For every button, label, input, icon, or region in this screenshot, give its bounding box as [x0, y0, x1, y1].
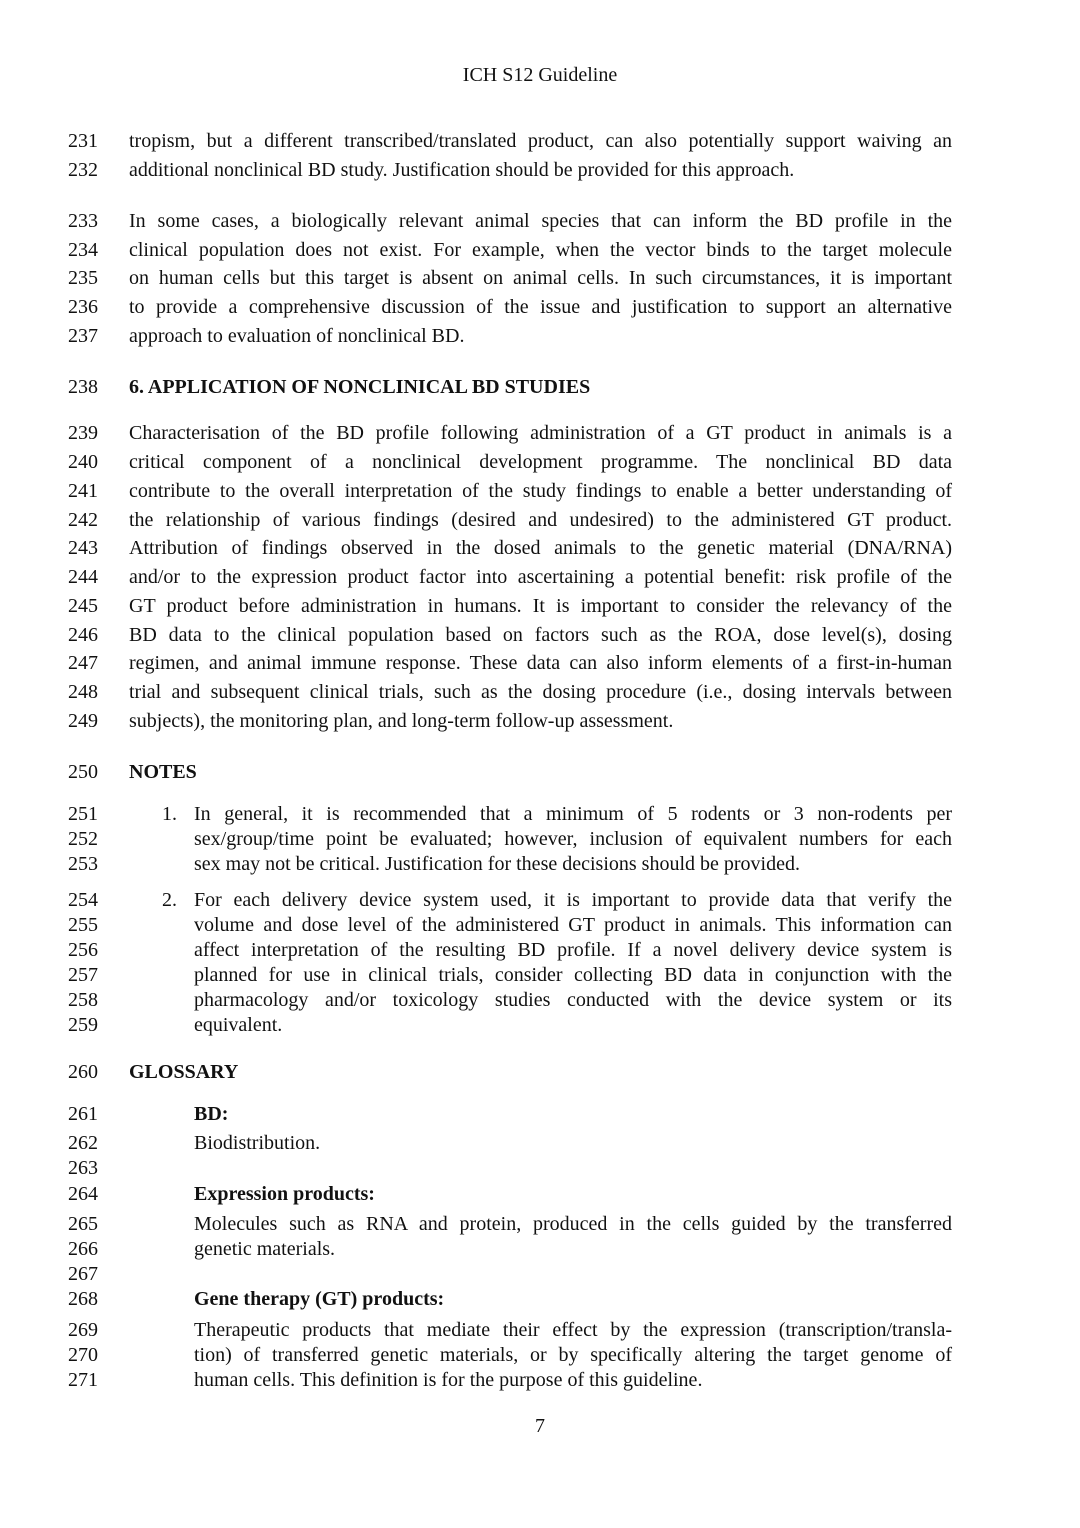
line-text: Biodistribution.: [194, 1132, 321, 1154]
line-number: 264: [68, 1183, 98, 1205]
line-number: 243: [68, 537, 98, 559]
line-text: tion) of transferred genetic materials, or by specifically altering the target genome of: [194, 1344, 952, 1366]
line-number: 240: [68, 451, 98, 473]
line-number: 245: [68, 595, 98, 617]
line-text: 1.: [162, 803, 177, 825]
line-number: 237: [68, 325, 98, 347]
line-number: 270: [68, 1344, 98, 1366]
line-text: sex/group/time point be evaluated; however, inclusion of equivalent numbers for each: [194, 828, 952, 850]
line-number: 244: [68, 566, 98, 588]
line-text: planned for use in clinical trials, consider collecting BD data in conjunction with the: [194, 964, 952, 986]
line-text: additional nonclinical BD study. Justification should be provided for this approach.: [129, 159, 795, 181]
line-text: Characterisation of the BD profile following administration of a GT product in animals is a: [129, 422, 952, 444]
line-text: For each delivery device system used, it is important to provide data that verify the: [194, 889, 952, 911]
line-number: 263: [68, 1157, 98, 1179]
line-text: affect interpretation of the resulting BD profile. If a novel delivery device system is: [194, 939, 952, 961]
line-text: genetic materials.: [194, 1238, 336, 1260]
line-text: on human cells but this target is absent on animal cells. In such circumstances, it is important: [129, 267, 952, 289]
line-number: 248: [68, 681, 98, 703]
line-number: 239: [68, 422, 98, 444]
line-text: Molecules such as RNA and protein, produced in the cells guided by the transferred: [194, 1213, 952, 1235]
line-number: 253: [68, 853, 98, 875]
line-number: 238: [68, 376, 98, 398]
line-text: sex may not be critical. Justification for these decisions should be provided.: [194, 853, 800, 875]
section-heading: 6. APPLICATION OF NONCLINICAL BD STUDIES: [129, 376, 591, 398]
line-number: 262: [68, 1132, 98, 1154]
line-text: contribute to the overall interpretation of the study findings to enable a better understanding of: [129, 480, 952, 502]
line-number: 256: [68, 939, 98, 961]
line-text: Attribution of findings observed in the dosed animals to the genetic material (DNA/RNA): [129, 537, 952, 559]
line-number: 260: [68, 1061, 98, 1083]
section-heading: NOTES: [129, 761, 197, 783]
section-heading: Gene therapy (GT) products:: [194, 1288, 445, 1310]
section-heading: BD:: [194, 1103, 229, 1125]
line-number: 251: [68, 803, 98, 825]
line-number: 265: [68, 1213, 98, 1235]
line-number: 266: [68, 1238, 98, 1260]
line-text: pharmacology and/or toxicology studies conducted with the device system or its: [194, 989, 952, 1011]
line-number: 233: [68, 210, 98, 232]
section-heading: Expression products:: [194, 1183, 375, 1205]
line-number: 258: [68, 989, 98, 1011]
line-text: critical component of a nonclinical development programme. The nonclinical BD data: [129, 451, 952, 473]
line-text: equivalent.: [194, 1014, 283, 1036]
line-text: GT product before administration in humans. It is important to consider the relevancy of the: [129, 595, 952, 617]
line-text: and/or to the expression product factor into ascertaining a potential benefit: risk profile of the: [129, 566, 952, 588]
line-number: 249: [68, 710, 98, 732]
line-number: 235: [68, 267, 98, 289]
line-number: 271: [68, 1369, 98, 1391]
line-number: 246: [68, 624, 98, 646]
line-text: to provide a comprehensive discussion of the issue and justification to support an alternative: [129, 296, 952, 318]
line-number: 231: [68, 130, 98, 152]
line-number: 241: [68, 480, 98, 502]
line-text: the relationship of various findings (desired and undesired) to the administered GT product.: [129, 509, 952, 531]
line-number: 247: [68, 652, 98, 674]
line-number: 252: [68, 828, 98, 850]
line-text: Therapeutic products that mediate their effect by the expression (transcription/transla-: [194, 1319, 952, 1341]
section-heading: GLOSSARY: [129, 1061, 239, 1083]
line-number: 257: [68, 964, 98, 986]
line-number: 234: [68, 239, 98, 261]
line-number: 267: [68, 1263, 98, 1285]
line-number: 254: [68, 889, 98, 911]
line-text: human cells. This definition is for the purpose of this guideline.: [194, 1369, 703, 1391]
line-text: clinical population does not exist. For example, when the vector binds to the target molecule: [129, 239, 952, 261]
line-number: 255: [68, 914, 98, 936]
line-number: 232: [68, 159, 98, 181]
line-number: 236: [68, 296, 98, 318]
page-header: ICH S12 Guideline: [462, 64, 618, 86]
line-text: approach to evaluation of nonclinical BD.: [129, 325, 465, 347]
page-number: 7: [535, 1415, 545, 1437]
line-text: subjects), the monitoring plan, and long-term follow-up assessment.: [129, 710, 674, 732]
line-text: volume and dose level of the administered GT product in animals. This information can: [194, 914, 952, 936]
line-number: 250: [68, 761, 98, 783]
line-text: BD data to the clinical population based on factors such as the ROA, dose level(s), dosing: [129, 624, 952, 646]
line-number: 259: [68, 1014, 98, 1036]
line-text: trial and subsequent clinical trials, such as the dosing procedure (i.e., dosing intervals between: [129, 681, 952, 703]
line-number: 269: [68, 1319, 98, 1341]
line-text: In some cases, a biologically relevant animal species that can inform the BD profile in the: [129, 210, 952, 232]
line-text: tropism, but a different transcribed/translated product, can also potentially support waiving an: [129, 130, 952, 152]
line-text: In general, it is recommended that a minimum of 5 rodents or 3 non-rodents per: [194, 803, 952, 825]
line-text: regimen, and animal immune response. These data can also inform elements of a first-in-human: [129, 652, 952, 674]
line-number: 261: [68, 1103, 98, 1125]
line-number: 268: [68, 1288, 98, 1310]
line-number: 242: [68, 509, 98, 531]
line-text: 2.: [162, 889, 177, 911]
